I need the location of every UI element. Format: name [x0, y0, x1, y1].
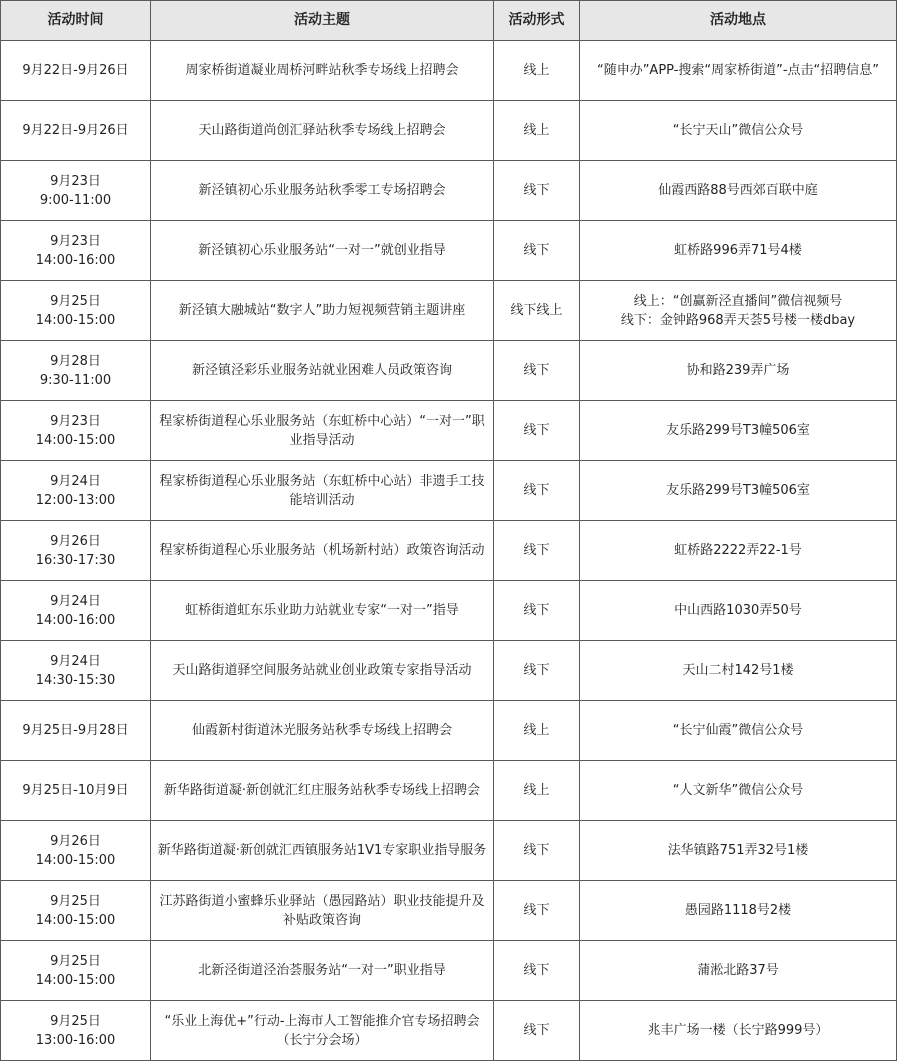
location-line: 虹桥路996弄71号4楼	[674, 243, 802, 258]
table-row	[1, 161, 897, 221]
topic-cell: “乐业上海优+”行动-上海市人工智能推介官专场招聘会（长宁分会场）	[151, 1001, 494, 1061]
form-cell: 线下	[494, 401, 580, 461]
location-line: 天山二村142号1楼	[682, 663, 794, 678]
form-cell: 线下	[494, 881, 580, 941]
location-cell	[580, 341, 897, 401]
time-line: 9月24日	[50, 473, 101, 489]
time-line: 9月22日-9月26日	[22, 123, 129, 138]
time-line: 9月22日-9月26日	[22, 63, 129, 78]
location-cell	[580, 581, 897, 641]
header-time: 活动时间	[1, 1, 151, 41]
location-line: 线下：金钟路968弄天荟5号楼一楼dbay	[620, 312, 856, 328]
location-cell	[580, 941, 897, 1001]
table-row	[1, 881, 897, 941]
form-cell: 线上	[494, 41, 580, 101]
location-line: 虹桥路2222弄22-1号	[674, 543, 802, 558]
table-header	[1, 1, 897, 41]
table-row	[1, 701, 897, 761]
time-line: 14:00-15:00	[35, 852, 116, 868]
form-cell: 线下	[494, 821, 580, 881]
time-line: 14:30-15:30	[35, 672, 116, 688]
time-line: 9:30-11:00	[39, 372, 112, 388]
table-row	[1, 221, 897, 281]
time-line: 12:00-13:00	[35, 492, 116, 508]
time-cell	[1, 521, 151, 581]
time-line: 14:00-16:00	[35, 252, 116, 268]
topic-cell: 程家桥街道程心乐业服务站（东虹桥中心站）“一对一”职业指导活动	[151, 401, 494, 461]
location-line: 友乐路299号T3幢506室	[666, 483, 810, 498]
time-line: 9月25日	[50, 1013, 101, 1029]
form-cell: 线下	[494, 581, 580, 641]
form-cell: 线上	[494, 701, 580, 761]
time-line: 13:00-16:00	[35, 1032, 116, 1048]
topic-cell: 程家桥街道程心乐业服务站（机场新村站）政策咨询活动	[151, 521, 494, 581]
form-cell: 线下	[494, 161, 580, 221]
time-line: 14:00-16:00	[35, 612, 116, 628]
time-cell	[1, 881, 151, 941]
location-cell	[580, 641, 897, 701]
time-cell	[1, 941, 151, 1001]
time-line: 14:00-15:00	[35, 972, 116, 988]
time-line: 9月25日-9月28日	[22, 723, 129, 738]
time-cell	[1, 761, 151, 821]
topic-cell: 新泾镇初心乐业服务站“一对一”就创业指导	[151, 221, 494, 281]
time-line: 9:00-11:00	[39, 192, 112, 208]
time-cell	[1, 341, 151, 401]
form-cell: 线上	[494, 761, 580, 821]
table-row	[1, 401, 897, 461]
location-cell	[580, 161, 897, 221]
location-line: “人文新华”微信公众号	[672, 783, 804, 798]
time-cell	[1, 101, 151, 161]
time-line: 14:00-15:00	[35, 912, 116, 928]
location-cell	[580, 821, 897, 881]
time-cell	[1, 581, 151, 641]
time-line: 9月25日-10月9日	[22, 783, 129, 798]
location-line: “长宁仙霞”微信公众号	[672, 723, 804, 738]
header-topic: 活动主题	[151, 1, 494, 41]
location-cell	[580, 521, 897, 581]
topic-cell: 程家桥街道程心乐业服务站（东虹桥中心站）非遗手工技能培训活动	[151, 461, 494, 521]
form-cell: 线上	[494, 101, 580, 161]
topic-cell: 天山路街道驿空间服务站就业创业政策专家指导活动	[151, 641, 494, 701]
form-cell: 线下线上	[494, 281, 580, 341]
location-cell	[580, 881, 897, 941]
location-cell	[580, 701, 897, 761]
table-row	[1, 941, 897, 1001]
topic-cell: 新华路街道凝·新创就汇红庄服务站秋季专场线上招聘会	[151, 761, 494, 821]
time-cell	[1, 461, 151, 521]
form-cell: 线下	[494, 521, 580, 581]
form-cell: 线下	[494, 461, 580, 521]
time-cell	[1, 821, 151, 881]
form-cell: 线下	[494, 641, 580, 701]
topic-cell: 新泾镇初心乐业服务站秋季零工专场招聘会	[151, 161, 494, 221]
location-line: 法华镇路751弄32号1楼	[667, 843, 809, 858]
time-line: 14:00-15:00	[35, 432, 116, 448]
location-cell	[580, 281, 897, 341]
location-cell	[580, 761, 897, 821]
table-row	[1, 521, 897, 581]
time-cell	[1, 221, 151, 281]
time-line: 9月24日	[50, 653, 101, 669]
time-cell	[1, 161, 151, 221]
time-cell	[1, 281, 151, 341]
table-row	[1, 41, 897, 101]
time-line: 9月26日	[50, 533, 101, 549]
topic-cell: 新泾镇泾彩乐业服务站就业困难人员政策咨询	[151, 341, 494, 401]
time-cell	[1, 1001, 151, 1061]
time-cell	[1, 641, 151, 701]
location-cell	[580, 41, 897, 101]
table-body	[1, 41, 897, 1061]
time-line: 9月26日	[50, 833, 101, 849]
topic-cell: 天山路街道尚创汇驿站秋季专场线上招聘会	[151, 101, 494, 161]
time-line: 9月25日	[50, 293, 101, 309]
topic-cell: 江苏路街道小蜜蜂乐业驿站（愚园路站）职业技能提升及补贴政策咨询	[151, 881, 494, 941]
time-line: 14:00-15:00	[35, 312, 116, 328]
form-cell: 线下	[494, 941, 580, 1001]
location-line: 中山西路1030弄50号	[674, 603, 802, 618]
table-row	[1, 1001, 897, 1061]
location-line: “长宁天山”微信公众号	[672, 123, 804, 138]
topic-cell: 仙霞新村街道沐光服务站秋季专场线上招聘会	[151, 701, 494, 761]
location-cell	[580, 101, 897, 161]
form-cell: 线下	[494, 341, 580, 401]
topic-cell: 新华路街道凝·新创就汇西镇服务站1V1专家职业指导服务	[151, 821, 494, 881]
table-row	[1, 761, 897, 821]
location-cell	[580, 221, 897, 281]
location-line: 仙霞西路88号西郊百联中庭	[658, 183, 818, 198]
time-line: 9月23日	[50, 413, 101, 429]
location-line: 蒲淞北路37号	[697, 963, 779, 978]
topic-cell: 新泾镇大融城站“数字人”助力短视频营销主题讲座	[151, 281, 494, 341]
table-row	[1, 281, 897, 341]
topic-cell: 虹桥街道虹东乐业助力站就业专家“一对一”指导	[151, 581, 494, 641]
time-cell	[1, 401, 151, 461]
location-cell	[580, 1001, 897, 1061]
time-line: 9月23日	[50, 233, 101, 249]
table-row	[1, 461, 897, 521]
table-row	[1, 101, 897, 161]
table-row	[1, 821, 897, 881]
location-line: “随申办”APP-搜索“周家桥街道”-点击“招聘信息”	[596, 63, 880, 78]
location-cell	[580, 401, 897, 461]
time-line: 16:30-17:30	[35, 552, 116, 568]
table-row	[1, 581, 897, 641]
topic-cell: 周家桥街道凝业周桥河畔站秋季专场线上招聘会	[151, 41, 494, 101]
table-row	[1, 341, 897, 401]
location-line: 协和路239弄广场	[686, 363, 790, 378]
header-row	[1, 1, 897, 41]
time-cell	[1, 41, 151, 101]
time-line: 9月25日	[50, 893, 101, 909]
time-line: 9月23日	[50, 173, 101, 189]
time-line: 9月28日	[50, 353, 101, 369]
form-cell: 线下	[494, 1001, 580, 1061]
location-line: 线上：“创赢新泾直播间”微信视频号	[633, 293, 843, 309]
form-cell: 线下	[494, 221, 580, 281]
header-form: 活动形式	[494, 1, 580, 41]
location-cell	[580, 461, 897, 521]
topic-cell: 北新泾街道泾治荟服务站“一对一”职业指导	[151, 941, 494, 1001]
location-line: 友乐路299号T3幢506室	[666, 423, 810, 438]
table-row	[1, 641, 897, 701]
location-line: 愚园路1118号2楼	[684, 903, 792, 918]
time-cell	[1, 701, 151, 761]
time-line: 9月24日	[50, 593, 101, 609]
header-location: 活动地点	[580, 1, 897, 41]
time-line: 9月25日	[50, 953, 101, 969]
location-line: 兆丰广场一楼（长宁路999号）	[647, 1023, 829, 1038]
